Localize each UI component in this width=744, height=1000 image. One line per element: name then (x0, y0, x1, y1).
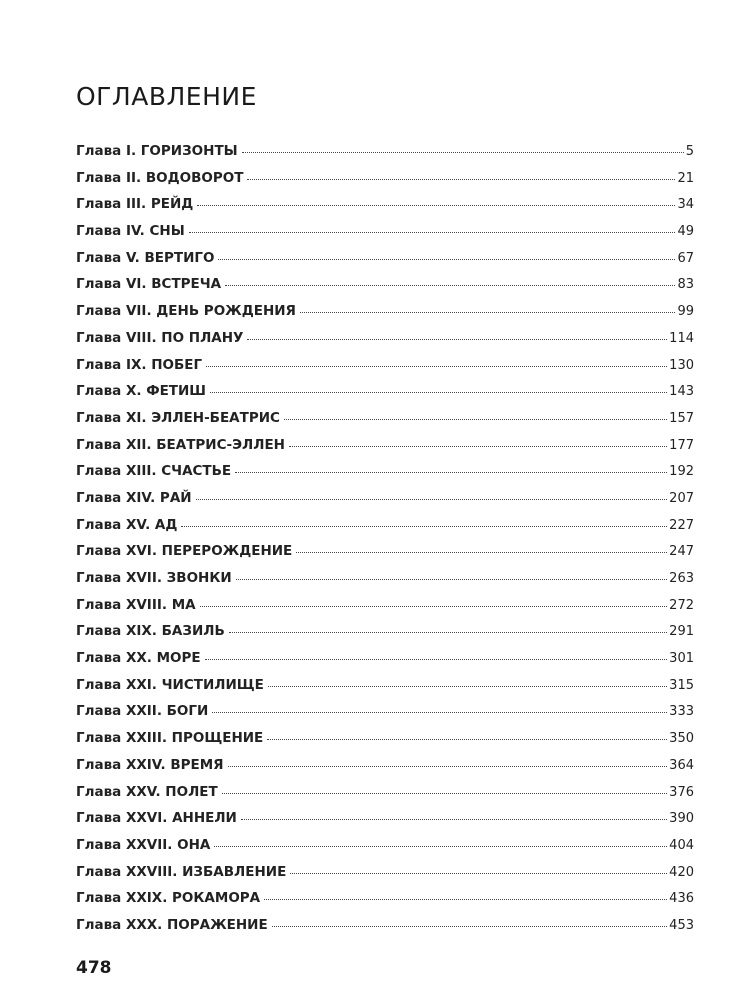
page-number: 478 (76, 958, 112, 978)
toc-chapter-title: Глава II. ВОДОВОРОТ (76, 169, 244, 186)
toc-page-number: 364 (669, 757, 694, 773)
toc-title: ОГЛАВЛЕНИЕ (76, 82, 257, 111)
toc-page-number: 247 (669, 544, 694, 560)
toc-entry (76, 330, 694, 357)
toc-chapter-title: Глава XIV. РАЙ (76, 489, 192, 506)
toc-chapter-title: Глава XXX. ПОРАЖЕНИЕ (76, 916, 268, 933)
toc-chapter-title: Глава VI. ВСТРЕЧА (76, 276, 222, 293)
toc-chapter-title: Глава I. ГОРИЗОНТЫ (76, 143, 238, 159)
dot-leader (212, 712, 667, 713)
toc-chapter-title: Глава XXI. ЧИСТИЛИЩЕ (76, 676, 264, 693)
toc-page-number: 114 (669, 330, 694, 346)
toc-entry (76, 864, 694, 891)
toc-chapter-title: Глава IV. СНЫ (76, 223, 185, 240)
dot-leader (284, 419, 667, 420)
toc-entry (76, 357, 694, 384)
toc-page-number: 376 (669, 784, 694, 800)
toc-page-number: 83 (677, 277, 694, 293)
dot-leader (235, 472, 667, 473)
toc-chapter-title: Глава XXV. ПОЛЕТ (76, 783, 218, 800)
toc-page-number: 5 (685, 144, 694, 159)
toc-entry (76, 463, 694, 490)
toc-chapter-title: Глава XXVIII. ИЗБАВЛЕНИЕ (76, 863, 287, 880)
toc-entry (76, 437, 694, 464)
toc-entry (76, 623, 694, 650)
toc-page-number: 404 (669, 837, 694, 853)
toc-list (76, 143, 694, 944)
dot-leader (268, 686, 667, 687)
dot-leader (247, 179, 675, 180)
toc-page-number: 177 (669, 437, 694, 453)
dot-leader (228, 766, 668, 767)
toc-chapter-title: Глава XXIX. РОКАМОРА (76, 890, 261, 907)
toc-page-number: 99 (677, 304, 694, 320)
toc-chapter-title: Глава XXVII. ОНА (76, 836, 211, 853)
toc-page-number: 436 (669, 891, 694, 907)
toc-chapter-title: Глава IX. ПОБЕГ (76, 356, 203, 373)
toc-chapter-title: Глава XX. МОРЕ (76, 650, 201, 667)
toc-page-number: 350 (669, 731, 694, 747)
toc-chapter-title: Глава XII. БЕАТРИС-ЭЛЛЕН (76, 436, 285, 453)
dot-leader (289, 446, 667, 447)
dot-leader (236, 579, 668, 580)
toc-entry (76, 890, 694, 917)
toc-entry (76, 703, 694, 730)
toc-entry (76, 303, 694, 330)
dot-leader (300, 312, 676, 313)
dot-leader (229, 632, 667, 633)
dot-leader (181, 526, 667, 527)
toc-page-number: 143 (669, 384, 694, 400)
toc-entry (76, 276, 694, 303)
toc-entry (76, 570, 694, 597)
toc-chapter-title: Глава XVIII. МА (76, 596, 196, 613)
toc-page-number: 315 (669, 677, 694, 693)
toc-page-number: 130 (669, 357, 694, 373)
toc-page-number: 192 (669, 464, 694, 480)
toc-page-number: 227 (669, 517, 694, 533)
toc-chapter-title: Глава III. РЕЙД (76, 196, 194, 213)
toc-page-number: 453 (669, 917, 694, 933)
toc-chapter-title: Глава VIII. ПО ПЛАНУ (76, 329, 244, 346)
dot-leader (247, 339, 667, 340)
toc-chapter-title: Глава VII. ДЕНЬ РОЖДЕНИЯ (76, 303, 296, 320)
toc-entry (76, 383, 694, 410)
toc-page-number: 34 (677, 197, 694, 213)
toc-entry (76, 730, 694, 757)
toc-entry (76, 170, 694, 197)
toc-chapter-title: Глава V. ВЕРТИГО (76, 249, 215, 266)
dot-leader (296, 552, 667, 553)
toc-entry (76, 410, 694, 437)
toc-chapter-title: Глава XI. ЭЛЛЕН-БЕАТРИС (76, 409, 280, 426)
toc-entry (76, 650, 694, 677)
toc-page-number: 333 (669, 704, 694, 720)
toc-page-number: 263 (669, 571, 694, 586)
dot-leader (205, 659, 668, 660)
dot-leader (264, 899, 667, 900)
toc-page-number: 420 (669, 864, 694, 880)
toc-entry (76, 757, 694, 784)
toc-chapter-title: Глава XV. АД (76, 516, 178, 533)
toc-entry (76, 143, 694, 170)
dot-leader (272, 926, 667, 927)
dot-leader (290, 873, 667, 874)
toc-entry (76, 543, 694, 570)
toc-page-number: 272 (669, 597, 694, 613)
toc-chapter-title: Глава XVII. ЗВОНКИ (76, 570, 232, 586)
dot-leader (218, 259, 675, 260)
toc-entry (76, 490, 694, 517)
dot-leader (222, 793, 667, 794)
toc-page-number: 390 (669, 811, 694, 827)
toc-chapter-title: Глава XXIII. ПРОЩЕНИЕ (76, 730, 264, 747)
toc-chapter-title: Глава XVI. ПЕРЕРОЖДЕНИЕ (76, 543, 293, 560)
toc-entry (76, 677, 694, 704)
toc-page-number: 67 (677, 250, 694, 266)
toc-entry (76, 917, 694, 944)
toc-entry (76, 837, 694, 864)
toc-entry (76, 196, 694, 223)
dot-leader (242, 152, 684, 153)
toc-chapter-title: Глава XIII. СЧАСТЬЕ (76, 463, 232, 480)
toc-entry (76, 784, 694, 811)
dot-leader (225, 285, 675, 286)
toc-entry (76, 223, 694, 250)
toc-entry (76, 517, 694, 544)
toc-page-number: 21 (677, 170, 694, 186)
dot-leader (267, 739, 667, 740)
toc-page-number: 291 (669, 624, 694, 640)
toc-page-number: 301 (669, 651, 694, 667)
dot-leader (214, 846, 667, 847)
toc-chapter-title: Глава X. ФЕТИШ (76, 383, 206, 400)
dot-leader (196, 499, 668, 500)
toc-entry (76, 810, 694, 837)
dot-leader (189, 232, 676, 233)
toc-entry (76, 250, 694, 277)
dot-leader (200, 606, 668, 607)
toc-entry (76, 597, 694, 624)
dot-leader (206, 366, 667, 367)
toc-page-number: 157 (669, 410, 694, 426)
toc-page-number: 207 (669, 490, 694, 506)
dot-leader (197, 205, 675, 206)
toc-page-number: 49 (677, 224, 694, 240)
toc-chapter-title: Глава XXII. БОГИ (76, 703, 209, 720)
dot-leader (210, 392, 667, 393)
dot-leader (241, 819, 667, 820)
toc-chapter-title: Глава XXIV. ВРЕМЯ (76, 756, 224, 773)
toc-chapter-title: Глава XIX. БАЗИЛЬ (76, 623, 225, 640)
toc-chapter-title: Глава XXVI. АННЕЛИ (76, 810, 237, 827)
